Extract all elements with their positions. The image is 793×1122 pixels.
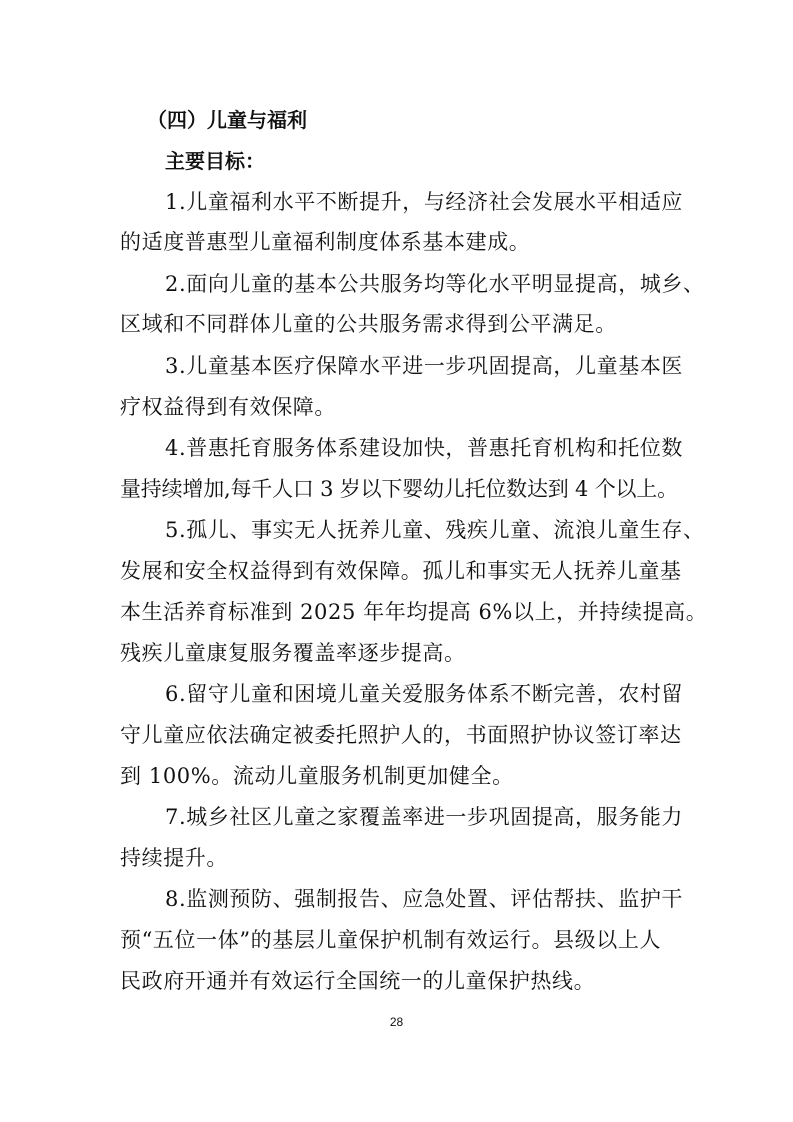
goal-7-line-1: 7.城乡社区儿童之家覆盖率进一步巩固提高，服务能力 [165, 805, 684, 829]
goal-3-line-1: 3.儿童基本医疗保障水平进一步巩固提高，儿童基本医 [165, 354, 684, 378]
goal-1-line-1: 1.儿童福利水平不断提升，与经济社会发展水平相适应 [165, 190, 684, 214]
goal-5-line-2: 发展和安全权益得到有效保障。孤儿和事实无人抚养儿童基 [120, 559, 682, 583]
goal-5-line-4: 残疾儿童康复服务覆盖率逐步提高。 [120, 641, 466, 665]
goal-1-line-2: 的适度普惠型儿童福利制度体系基本建成。 [120, 230, 531, 254]
goal-5-line-1: 5.孤儿、事实无人抚养儿童、残疾儿童、流浪儿童生存、 [165, 518, 705, 542]
goal-2-line-2: 区域和不同群体儿童的公共服务需求得到公平满足。 [120, 312, 617, 336]
goal-4-line-1: 4.普惠托育服务体系建设加快，普惠托育机构和托位数 [165, 436, 684, 460]
goal-2-line-1: 2.面向儿童的基本公共服务均等化水平明显提高，城乡、 [165, 272, 705, 296]
goal-6-line-2: 守儿童应依法确定被委托照护人的，书面照护协议签订率达 [120, 723, 682, 747]
goal-5-line-3: 本生活养育标准到 2025 年年均提高 6%以上，并持续提高。 [120, 600, 708, 624]
section-title: （四）儿童与福利 [147, 108, 307, 132]
goal-4-line-2: 量持续增加,每千人口 3 岁以下婴幼儿托位数达到 4 个以上。 [120, 477, 678, 501]
goal-8-line-1: 8.监测预防、强制报告、应急处置、评估帮扶、监护干 [165, 887, 684, 911]
page-number: 28 [389, 1015, 404, 1029]
goal-8-line-3: 民政府开通并有效运行全国统一的儿童保护热线。 [120, 969, 596, 993]
goal-8-line-2: 预“五位一体”的基层儿童保护机制有效运行。县级以上人 [120, 928, 662, 952]
goal-3-line-2: 疗权益得到有效保障。 [120, 395, 336, 419]
goal-6-line-3: 到 100%。流动儿童服务机制更加健全。 [120, 764, 514, 788]
goal-7-line-2: 持续提升。 [120, 846, 228, 870]
goal-6-line-1: 6.留守儿童和困境儿童关爱服务体系不断完善，农村留 [165, 682, 684, 706]
subheading: 主要目标： [165, 149, 265, 173]
